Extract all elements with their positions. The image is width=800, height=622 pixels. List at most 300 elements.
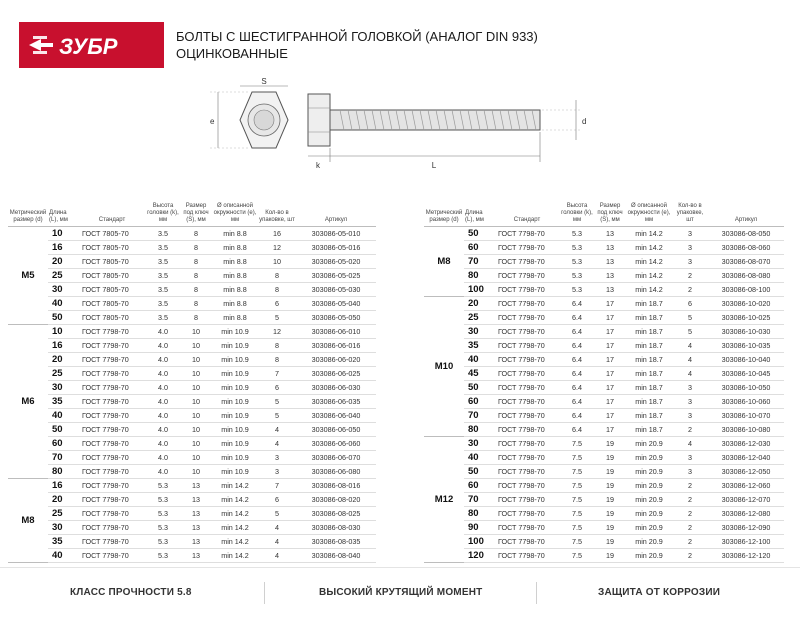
qty-cell: 3 — [672, 226, 708, 240]
standard-cell: ГОСТ 7798-70 — [494, 534, 560, 548]
article-cell: 303086-05-050 — [296, 310, 376, 324]
article-cell: 303086-10-025 — [708, 310, 784, 324]
circle-cell: min 10.9 — [212, 352, 258, 366]
head-height-cell: 7.5 — [560, 464, 594, 478]
head-height-cell: 4.0 — [146, 422, 180, 436]
standard-cell: ГОСТ 7805-70 — [78, 240, 146, 254]
footer-divider — [0, 567, 800, 568]
head-height-cell: 5.3 — [146, 548, 180, 562]
standard-cell: ГОСТ 7798-70 — [494, 436, 560, 450]
article-cell: 303086-08-070 — [708, 254, 784, 268]
standard-cell: ГОСТ 7798-70 — [494, 338, 560, 352]
length-cell: 16 — [48, 478, 78, 492]
article-cell: 303086-08-025 — [296, 506, 376, 520]
article-cell: 303086-10-020 — [708, 296, 784, 310]
standard-cell: ГОСТ 7798-70 — [78, 548, 146, 562]
feature-high-torque: ВЫСОКИЙ КРУТЯЩИЙ МОМЕНТ — [319, 587, 483, 598]
length-cell: 16 — [48, 338, 78, 352]
article-cell: 303086-05-030 — [296, 282, 376, 296]
table-row — [424, 436, 784, 450]
brand-logo — [19, 22, 164, 68]
page-title — [176, 28, 538, 62]
dim-e-label: e — [210, 117, 215, 126]
standard-cell: ГОСТ 7798-70 — [78, 366, 146, 380]
wrench-cell: 17 — [594, 380, 626, 394]
article-cell: 303086-08-080 — [708, 268, 784, 282]
circle-cell: min 18.7 — [626, 296, 672, 310]
length-cell: 80 — [464, 506, 494, 520]
standard-cell: ГОСТ 7798-70 — [494, 464, 560, 478]
article-cell: 303086-08-020 — [296, 492, 376, 506]
wrench-cell: 8 — [180, 296, 212, 310]
length-cell: 30 — [48, 282, 78, 296]
head-height-cell: 6.4 — [560, 338, 594, 352]
article-cell: 303086-05-010 — [296, 226, 376, 240]
wrench-cell: 10 — [180, 408, 212, 422]
standard-cell: ГОСТ 7798-70 — [78, 380, 146, 394]
length-cell: 80 — [464, 268, 494, 282]
circle-cell: min 14.2 — [212, 520, 258, 534]
qty-cell: 2 — [672, 282, 708, 296]
head-height-cell: 7.5 — [560, 478, 594, 492]
head-height-cell: 5.3 — [146, 492, 180, 506]
table-row — [8, 226, 376, 240]
head-height-cell: 6.4 — [560, 366, 594, 380]
head-height-cell: 3.5 — [146, 268, 180, 282]
article-cell: 303086-10-045 — [708, 366, 784, 380]
qty-cell: 3 — [672, 464, 708, 478]
article-cell: 303086-10-060 — [708, 394, 784, 408]
length-cell: 50 — [48, 422, 78, 436]
article-cell: 303086-12-050 — [708, 464, 784, 478]
head-height-cell: 7.5 — [560, 534, 594, 548]
qty-cell: 3 — [672, 254, 708, 268]
qty-cell: 4 — [672, 436, 708, 450]
table-row — [8, 366, 376, 380]
circle-cell: min 10.9 — [212, 380, 258, 394]
hex-head-view — [240, 92, 288, 148]
standard-cell: ГОСТ 7798-70 — [494, 422, 560, 436]
table-row — [8, 520, 376, 534]
circle-cell: min 10.9 — [212, 394, 258, 408]
header-standard: Стандарт — [513, 216, 541, 223]
table-row — [424, 534, 784, 548]
head-height-cell: 6.4 — [560, 408, 594, 422]
length-cell: 10 — [48, 226, 78, 240]
length-cell: 40 — [464, 352, 494, 366]
head-height-cell: 3.5 — [146, 296, 180, 310]
article-cell: 303086-12-120 — [708, 548, 784, 562]
head-height-cell: 7.5 — [560, 436, 594, 450]
article-cell: 303086-05-040 — [296, 296, 376, 310]
qty-cell: 4 — [672, 338, 708, 352]
standard-cell: ГОСТ 7798-70 — [78, 492, 146, 506]
size-group-cell: M5 — [8, 226, 48, 324]
wrench-cell: 13 — [180, 548, 212, 562]
circle-cell: min 8.8 — [212, 226, 258, 240]
qty-cell: 4 — [258, 520, 296, 534]
head-height-cell: 6.4 — [560, 296, 594, 310]
article-cell: 303086-12-070 — [708, 492, 784, 506]
header-wrench: Размер под ключ (S), мм — [597, 202, 623, 223]
length-cell: 80 — [48, 464, 78, 478]
head-height-cell: 7.5 — [560, 506, 594, 520]
header-row — [424, 190, 784, 226]
standard-cell: ГОСТ 7798-70 — [494, 394, 560, 408]
length-cell: 20 — [464, 296, 494, 310]
bolt-side-view — [308, 94, 540, 146]
standard-cell: ГОСТ 7798-70 — [494, 408, 560, 422]
article-cell: 303086-12-040 — [708, 450, 784, 464]
article-cell: 303086-06-070 — [296, 450, 376, 464]
standard-cell: ГОСТ 7805-70 — [78, 310, 146, 324]
circle-cell: min 14.2 — [626, 282, 672, 296]
table-row — [424, 380, 784, 394]
standard-cell: ГОСТ 7805-70 — [78, 296, 146, 310]
circle-cell: min 8.8 — [212, 240, 258, 254]
standard-cell: ГОСТ 7798-70 — [494, 296, 560, 310]
qty-cell: 8 — [258, 352, 296, 366]
circle-cell: min 14.2 — [626, 268, 672, 282]
head-height-cell: 3.5 — [146, 226, 180, 240]
circle-cell: min 8.8 — [212, 268, 258, 282]
table-row — [424, 226, 784, 240]
wrench-cell: 10 — [180, 324, 212, 338]
qty-cell: 2 — [672, 268, 708, 282]
article-cell: 303086-05-020 — [296, 254, 376, 268]
article-cell: 303086-10-070 — [708, 408, 784, 422]
wrench-cell: 17 — [594, 408, 626, 422]
circle-cell: min 14.2 — [212, 506, 258, 520]
length-cell: 35 — [48, 534, 78, 548]
length-cell: 70 — [48, 450, 78, 464]
zubr-logo-icon — [19, 22, 164, 68]
article-cell: 303086-10-050 — [708, 380, 784, 394]
qty-cell: 12 — [258, 324, 296, 338]
qty-cell: 12 — [258, 240, 296, 254]
head-height-cell: 4.0 — [146, 352, 180, 366]
article-cell: 303086-12-100 — [708, 534, 784, 548]
standard-cell: ГОСТ 7805-70 — [78, 226, 146, 240]
qty-cell: 4 — [258, 534, 296, 548]
wrench-cell: 13 — [594, 254, 626, 268]
standard-cell: ГОСТ 7798-70 — [494, 492, 560, 506]
spec-table-left — [8, 190, 376, 563]
dim-d-label: d — [582, 117, 587, 126]
header-circle: Ø описанной окружности (e), мм — [627, 202, 671, 223]
qty-cell: 6 — [258, 492, 296, 506]
article-cell: 303086-12-080 — [708, 506, 784, 520]
head-height-cell: 6.4 — [560, 394, 594, 408]
article-cell: 303086-06-016 — [296, 338, 376, 352]
header-row — [8, 190, 376, 226]
circle-cell: min 20.9 — [626, 436, 672, 450]
table-row — [8, 464, 376, 478]
circle-cell: min 14.2 — [626, 240, 672, 254]
standard-cell: ГОСТ 7798-70 — [494, 226, 560, 240]
table-row — [424, 478, 784, 492]
standard-cell: ГОСТ 7798-70 — [494, 254, 560, 268]
table-row — [8, 352, 376, 366]
circle-cell: min 10.9 — [212, 436, 258, 450]
wrench-cell: 8 — [180, 226, 212, 240]
standard-cell: ГОСТ 7798-70 — [494, 352, 560, 366]
head-height-cell: 4.0 — [146, 436, 180, 450]
article-cell: 303086-06-025 — [296, 366, 376, 380]
standard-cell: ГОСТ 7798-70 — [494, 380, 560, 394]
wrench-cell: 13 — [594, 268, 626, 282]
standard-cell: ГОСТ 7798-70 — [78, 436, 146, 450]
wrench-cell: 10 — [180, 450, 212, 464]
wrench-cell: 13 — [180, 534, 212, 548]
article-cell: 303086-06-010 — [296, 324, 376, 338]
wrench-cell: 17 — [594, 324, 626, 338]
standard-cell: ГОСТ 7798-70 — [494, 310, 560, 324]
length-cell: 20 — [48, 352, 78, 366]
article-cell: 303086-08-100 — [708, 282, 784, 296]
size-group-cell: M12 — [424, 436, 464, 562]
wrench-cell: 13 — [594, 226, 626, 240]
length-cell: 25 — [464, 310, 494, 324]
table-row — [424, 310, 784, 324]
header-head-height: Высота головки (k), мм — [147, 202, 179, 223]
circle-cell: min 10.9 — [212, 422, 258, 436]
circle-cell: min 14.2 — [212, 492, 258, 506]
table-row — [8, 296, 376, 310]
qty-cell: 6 — [258, 380, 296, 394]
circle-cell: min 20.9 — [626, 548, 672, 562]
length-cell: 30 — [464, 324, 494, 338]
article-cell: 303086-08-030 — [296, 520, 376, 534]
table-row — [424, 240, 784, 254]
qty-cell: 3 — [672, 450, 708, 464]
wrench-cell: 19 — [594, 520, 626, 534]
head-height-cell: 6.4 — [560, 422, 594, 436]
wrench-cell: 17 — [594, 310, 626, 324]
length-cell: 70 — [464, 408, 494, 422]
length-cell: 60 — [464, 240, 494, 254]
wrench-cell: 17 — [594, 352, 626, 366]
length-cell: 50 — [464, 380, 494, 394]
table-row — [424, 338, 784, 352]
circle-cell: min 18.7 — [626, 422, 672, 436]
table-row — [424, 268, 784, 282]
head-height-cell: 6.4 — [560, 380, 594, 394]
wrench-cell: 10 — [180, 352, 212, 366]
qty-cell: 3 — [672, 394, 708, 408]
head-height-cell: 7.5 — [560, 548, 594, 562]
qty-cell: 8 — [258, 268, 296, 282]
length-cell: 40 — [48, 296, 78, 310]
standard-cell: ГОСТ 7798-70 — [494, 366, 560, 380]
qty-cell: 5 — [258, 506, 296, 520]
qty-cell: 7 — [258, 478, 296, 492]
article-cell: 303086-12-030 — [708, 436, 784, 450]
wrench-cell: 19 — [594, 436, 626, 450]
circle-cell: min 20.9 — [626, 464, 672, 478]
wrench-cell: 17 — [594, 338, 626, 352]
length-cell: 16 — [48, 240, 78, 254]
wrench-cell: 17 — [594, 366, 626, 380]
article-cell: 303086-06-060 — [296, 436, 376, 450]
qty-cell: 8 — [258, 282, 296, 296]
size-group-cell: M8 — [8, 478, 48, 562]
length-cell: 60 — [464, 478, 494, 492]
circle-cell: min 14.2 — [212, 534, 258, 548]
qty-cell: 7 — [258, 366, 296, 380]
table-row — [424, 422, 784, 436]
head-height-cell: 5.3 — [146, 478, 180, 492]
article-cell: 303086-08-050 — [708, 226, 784, 240]
qty-cell: 8 — [258, 338, 296, 352]
circle-cell: min 18.7 — [626, 394, 672, 408]
article-cell: 303086-10-040 — [708, 352, 784, 366]
table-row — [8, 534, 376, 548]
brand-name: ЗУБР — [59, 34, 118, 59]
standard-cell: ГОСТ 7798-70 — [78, 422, 146, 436]
qty-cell: 5 — [258, 394, 296, 408]
head-height-cell: 6.4 — [560, 324, 594, 338]
head-height-cell: 7.5 — [560, 520, 594, 534]
dim-s-label: S — [261, 78, 267, 86]
wrench-cell: 13 — [180, 520, 212, 534]
circle-cell: min 18.7 — [626, 324, 672, 338]
head-height-cell: 7.5 — [560, 450, 594, 464]
qty-cell: 4 — [672, 366, 708, 380]
head-height-cell: 4.0 — [146, 380, 180, 394]
wrench-cell: 19 — [594, 478, 626, 492]
article-cell: 303086-12-090 — [708, 520, 784, 534]
circle-cell: min 14.2 — [212, 548, 258, 562]
header-size: Метрический размер (d) — [9, 209, 47, 223]
length-cell: 35 — [48, 394, 78, 408]
article-cell: 303086-06-050 — [296, 422, 376, 436]
circle-cell: min 18.7 — [626, 338, 672, 352]
article-cell: 303086-05-025 — [296, 268, 376, 282]
qty-cell: 3 — [672, 380, 708, 394]
wrench-cell: 8 — [180, 268, 212, 282]
wrench-cell: 17 — [594, 394, 626, 408]
circle-cell: min 20.9 — [626, 506, 672, 520]
wrench-cell: 8 — [180, 254, 212, 268]
qty-cell: 10 — [258, 254, 296, 268]
feature-strength-class: КЛАСС ПРОЧНОСТИ 5.8 — [70, 587, 192, 598]
length-cell: 70 — [464, 492, 494, 506]
length-cell: 25 — [48, 366, 78, 380]
table-row — [424, 548, 784, 562]
qty-cell: 16 — [258, 226, 296, 240]
length-cell: 50 — [464, 464, 494, 478]
table-row — [8, 310, 376, 324]
head-height-cell: 5.3 — [560, 254, 594, 268]
table-row — [8, 394, 376, 408]
table-row — [8, 282, 376, 296]
circle-cell: min 18.7 — [626, 366, 672, 380]
standard-cell: ГОСТ 7805-70 — [78, 268, 146, 282]
length-cell: 120 — [464, 548, 494, 562]
length-cell: 50 — [48, 310, 78, 324]
wrench-cell: 8 — [180, 310, 212, 324]
standard-cell: ГОСТ 7798-70 — [78, 478, 146, 492]
table-row — [424, 394, 784, 408]
table-row — [8, 436, 376, 450]
header-qty: Кол-во в упаковке, шт — [676, 202, 704, 223]
wrench-cell: 19 — [594, 548, 626, 562]
length-cell: 20 — [48, 492, 78, 506]
wrench-cell: 13 — [180, 506, 212, 520]
table-row — [8, 268, 376, 282]
qty-cell: 2 — [672, 534, 708, 548]
head-height-cell: 5.3 — [560, 268, 594, 282]
standard-cell: ГОСТ 7798-70 — [78, 408, 146, 422]
article-cell: 303086-10-080 — [708, 422, 784, 436]
head-height-cell: 7.5 — [560, 492, 594, 506]
wrench-cell: 19 — [594, 464, 626, 478]
feature-separator — [536, 582, 537, 604]
circle-cell: min 14.2 — [626, 226, 672, 240]
qty-cell: 3 — [258, 450, 296, 464]
standard-cell: ГОСТ 7798-70 — [494, 282, 560, 296]
article-cell: 303086-08-016 — [296, 478, 376, 492]
wrench-cell: 13 — [180, 492, 212, 506]
standard-cell: ГОСТ 7798-70 — [78, 450, 146, 464]
qty-cell: 4 — [258, 548, 296, 562]
table-row — [424, 282, 784, 296]
article-cell: 303086-08-060 — [708, 240, 784, 254]
table-row — [8, 380, 376, 394]
article-cell: 303086-06-040 — [296, 408, 376, 422]
wrench-cell: 17 — [594, 296, 626, 310]
qty-cell: 3 — [258, 464, 296, 478]
table-row — [8, 254, 376, 268]
feature-corrosion-protection: ЗАЩИТА ОТ КОРРОЗИИ — [598, 587, 721, 598]
length-cell: 100 — [464, 534, 494, 548]
head-height-cell: 4.0 — [146, 338, 180, 352]
head-height-cell: 5.3 — [146, 534, 180, 548]
standard-cell: ГОСТ 7798-70 — [494, 450, 560, 464]
length-cell: 10 — [48, 324, 78, 338]
length-cell: 25 — [48, 506, 78, 520]
head-height-cell: 5.3 — [560, 282, 594, 296]
table-row — [424, 506, 784, 520]
header-circle: Ø описанной окружности (e), мм — [213, 202, 257, 223]
header-length: Длина (L), мм — [49, 209, 68, 223]
standard-cell: ГОСТ 7798-70 — [494, 268, 560, 282]
circle-cell: min 10.9 — [212, 324, 258, 338]
head-height-cell: 3.5 — [146, 254, 180, 268]
head-height-cell: 3.5 — [146, 282, 180, 296]
wrench-cell: 10 — [180, 422, 212, 436]
table-row — [8, 408, 376, 422]
length-cell: 70 — [464, 254, 494, 268]
length-cell: 35 — [464, 338, 494, 352]
article-cell: 303086-06-080 — [296, 464, 376, 478]
table-row — [8, 478, 376, 492]
circle-cell: min 18.7 — [626, 408, 672, 422]
standard-cell: ГОСТ 7798-70 — [78, 338, 146, 352]
standard-cell: ГОСТ 7805-70 — [78, 282, 146, 296]
standard-cell: ГОСТ 7805-70 — [78, 254, 146, 268]
length-cell: 45 — [464, 366, 494, 380]
table-row — [8, 338, 376, 352]
circle-cell: min 10.9 — [212, 464, 258, 478]
qty-cell: 3 — [672, 408, 708, 422]
standard-cell: ГОСТ 7798-70 — [78, 506, 146, 520]
wrench-cell: 13 — [594, 282, 626, 296]
article-cell: 303086-05-016 — [296, 240, 376, 254]
bolt-drawing — [190, 78, 610, 178]
length-cell: 30 — [48, 380, 78, 394]
